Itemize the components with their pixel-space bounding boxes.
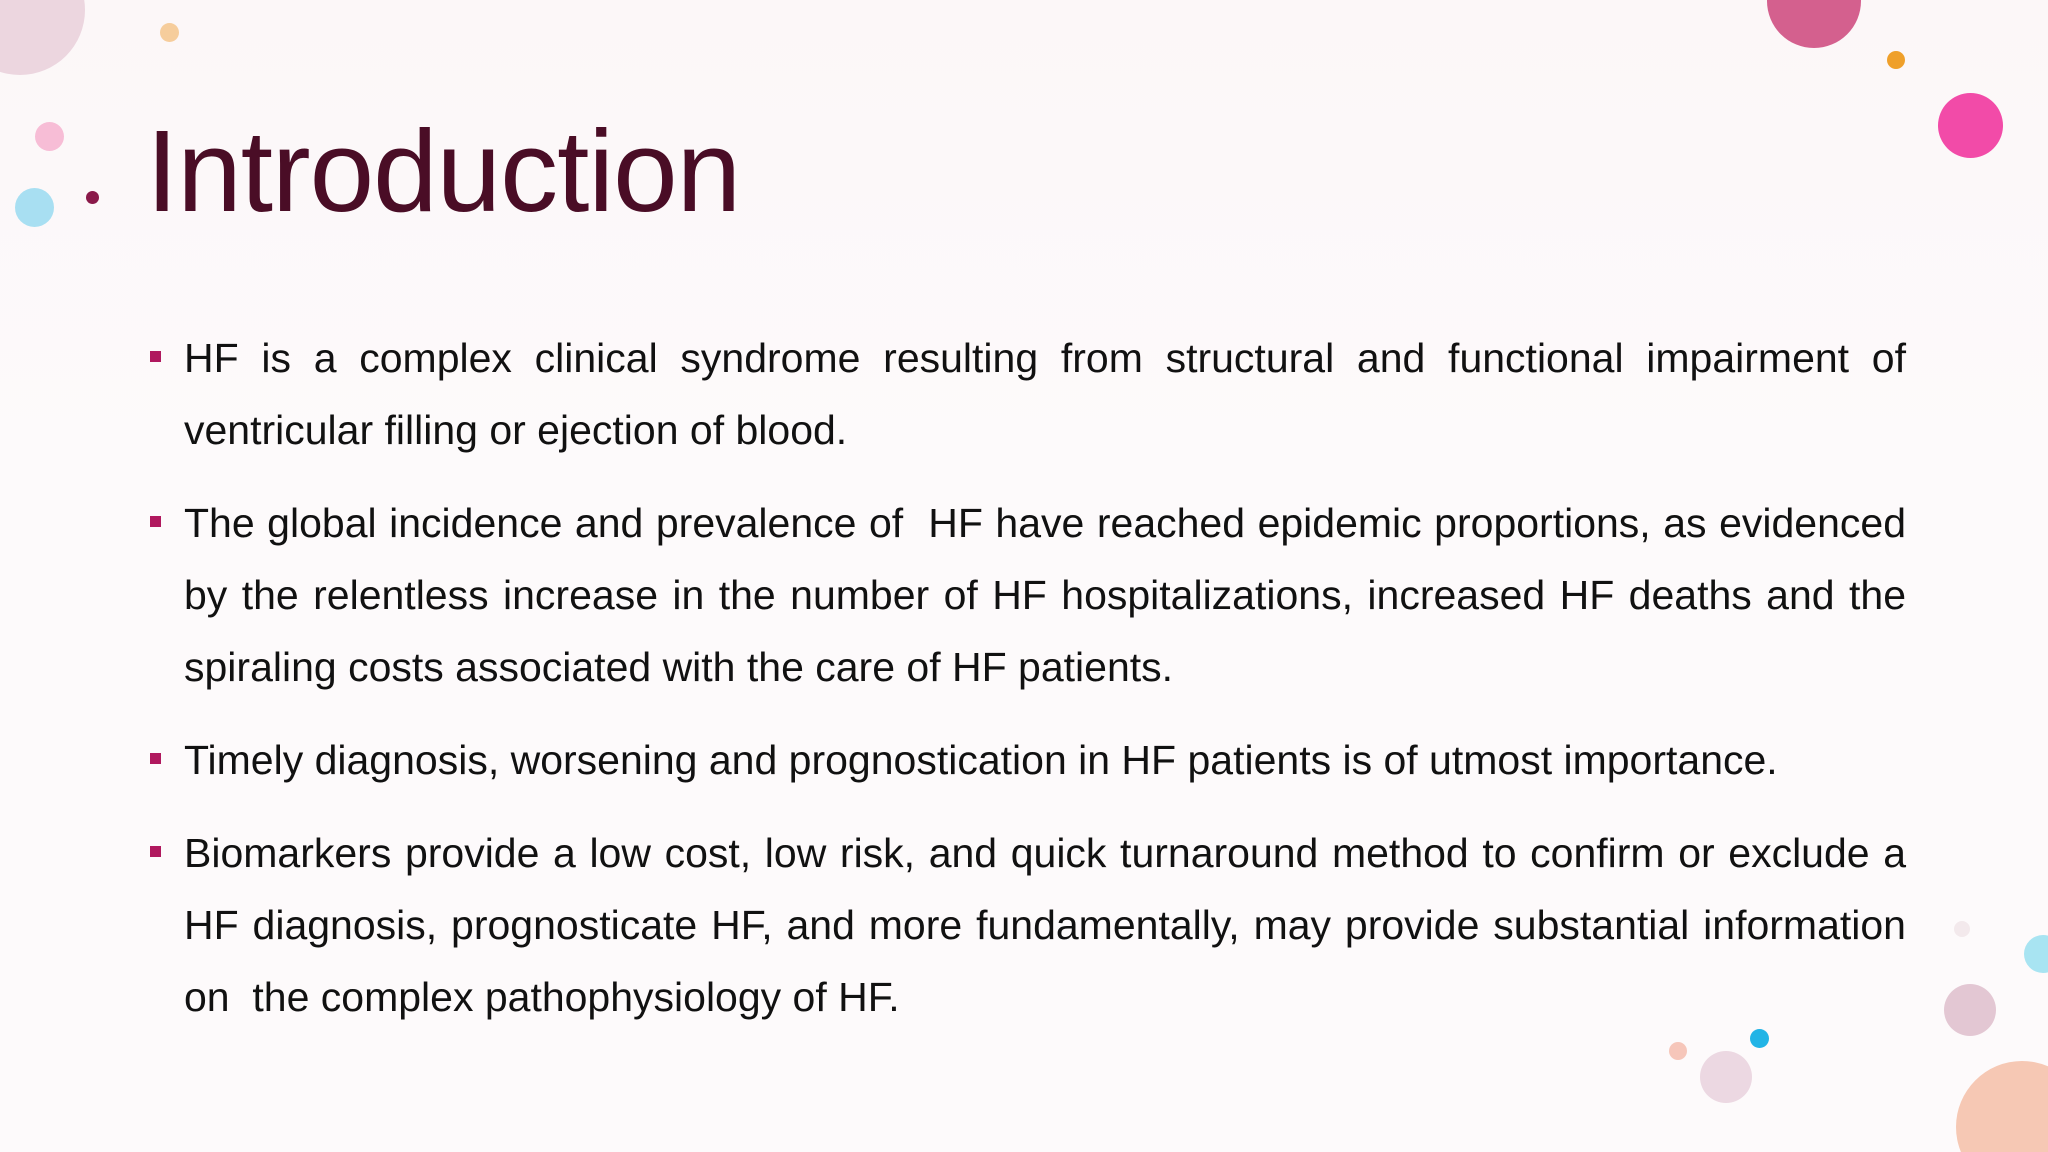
square-bullet-icon [150,351,161,362]
decor-circle-mauve [1944,984,1996,1036]
bullet-item [148,817,1918,1033]
decor-dot-orange [1887,51,1905,69]
slide-title: Introduction [146,106,741,236]
decor-circle-lavender [1700,1051,1752,1103]
decor-circle-top-left [0,0,85,75]
bullet-item [148,322,1906,466]
bullet-list [148,322,1918,1054]
bullet-text: The global incidence and prevalence of HF have reached epidemic proportions, as evidenced by the relentless increase in the number of HF hospitalizations, increased HF deaths and the spiraling costs associated with the care of HF patients. [184,500,1918,690]
bullet-text: Timely diagnosis, worsening and prognostication in HF patients is of utmost importance. [184,737,1778,783]
decor-dot-cyan-edge [2024,935,2048,973]
square-bullet-icon [150,846,161,857]
square-bullet-icon [150,516,161,527]
decor-dot-orange-small [160,23,179,42]
decor-circle-rose-top [1767,0,1861,48]
decor-circle-peach-large [1956,1061,2048,1152]
decor-dot-blue [15,188,54,227]
bullet-item [148,487,1918,703]
bullet-text: Biomarkers provide a low cost, low risk, and quick turnaround method to confirm or exclude a HF diagnosis, prognosticate HF, and more fundamentally, may provide substantial information on the complex pathophysiology of HF. [184,830,1918,1020]
bullet-text: HF is a complex clinical syndrome resulting from structural and functional impairment of ventricular filling or ejection of blood. [184,335,1906,453]
decor-dot-pink-small [35,122,64,151]
square-bullet-icon [150,753,161,764]
title-bullet-dot [86,191,99,204]
decor-dot-faint [1954,921,1970,937]
bullet-item [148,724,1906,796]
decor-circle-magenta [1938,93,2003,158]
